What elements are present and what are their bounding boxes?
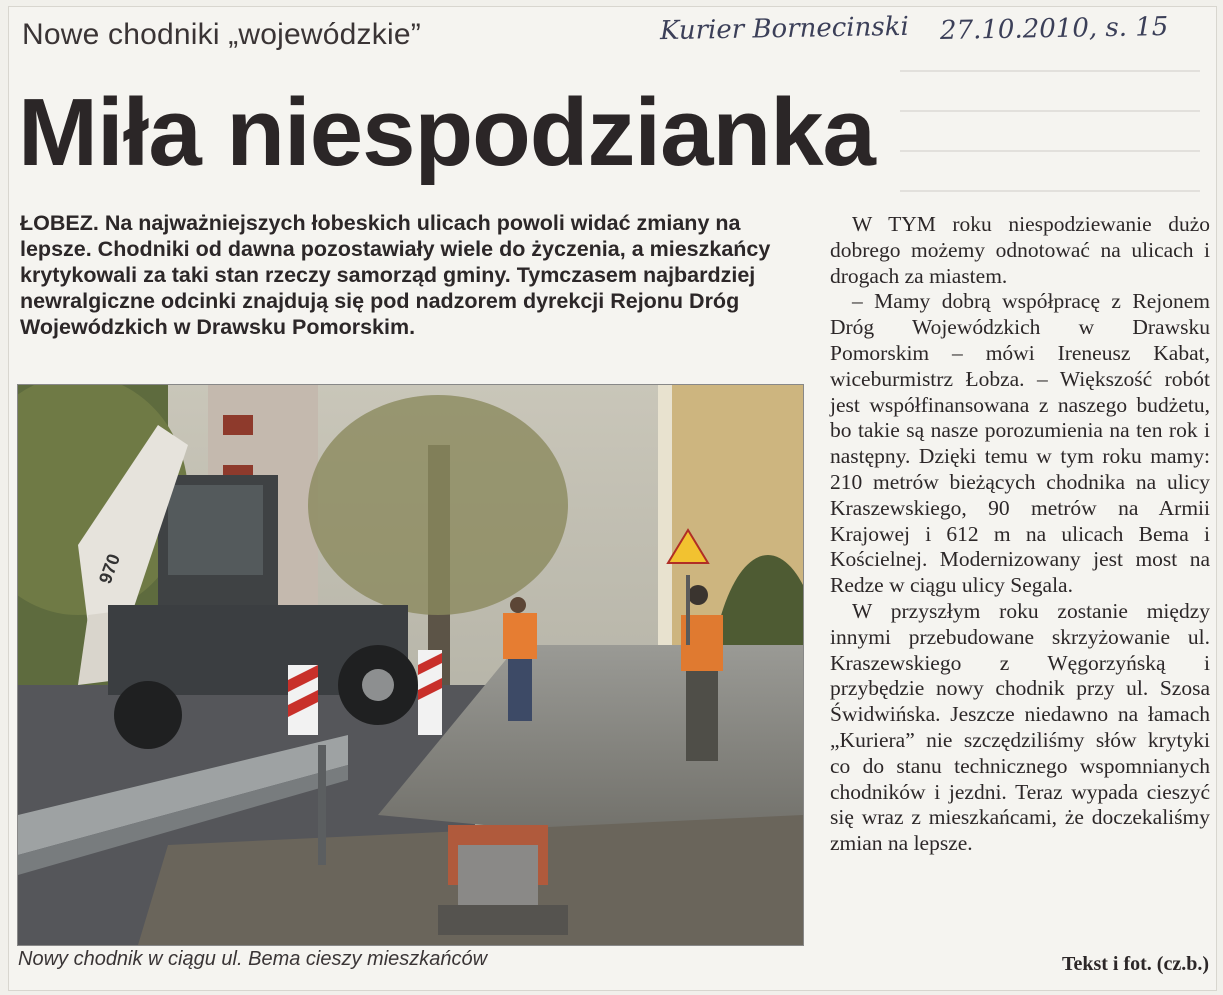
bleed-through-line	[900, 70, 1200, 72]
body-paragraph: – Mamy dobrą współpracę z Rejonem Dróg Wojewódzkich w Drawsku Pomorskim – mówi Ireneusz Kabat, wiceburmistrz Łobza. – Większość robót jest współfinansowana z naszego budżetu, bo takie są nasze porozumienia na ten rok i następny. Dzięki temu w tym roku mamy: 210 metrów bieżących chodnika na ulicy Kraszewskiego, 90 metrów na Armii Krajowej i 612 m na ulicach Bema i Kościelnej. Modernizowany jest most na Redze w ciągu ulicy Segala.	[830, 289, 1210, 598]
article-body	[830, 212, 1210, 857]
lead-dateline: ŁOBEZ.	[20, 211, 99, 235]
handwritten-source-note: Kurier Bornecinski	[659, 11, 910, 47]
backhoe-model-number: 970	[94, 551, 125, 587]
bleed-through-line	[900, 190, 1200, 192]
article-photo	[17, 384, 804, 946]
article-byline: Tekst i fot. (cz.b.)	[1061, 953, 1209, 975]
article-headline: Miła niespodzianka	[18, 79, 875, 186]
bleed-through-line	[900, 150, 1200, 152]
handwritten-date-note: 27.10.2010, s. 15	[939, 12, 1169, 46]
article-lead	[20, 210, 790, 340]
bleed-through-line	[900, 110, 1200, 112]
body-paragraph: W przyszłym roku zostanie między innymi przebudowane skrzyżowanie ul. Kraszewskiego z Węgorzyńską i przybędzie nowy chodnik przy ul. Szosa Świdwińska. Jeszcze niedawno na łamach „Kuriera” nie szczędziliśmy słów krytyki co do stanu technicznego wspomnianych chodników i jezdni. Teraz wypada cieszyć się wraz z mieszkańcami, że doczekaliśmy zmian na lepsze.	[830, 598, 1210, 856]
body-paragraph: W TYM roku niespodziewanie dużo dobrego możemy odnotować na ulicach i drogach za miastem.	[830, 212, 1210, 288]
photo-caption: Nowy chodnik w ciągu ul. Bema cieszy mieszkańców	[18, 948, 488, 970]
roadworks-photo-illustration	[18, 385, 803, 945]
lead-text: Na najważniejszych łobeskich ulicach powoli widać zmiany na lepsze. Chodniki od dawna pozostawiały wiele do życzenia, a mieszkańcy krytykowali za taki stan rzeczy samorząd gminy. Tymczasem najbardziej newralgiczne odcinki znajdują się pod nadzorem dyrekcji Rejonu Dróg Wojewódzkich w Drawsku Pomorskim.	[20, 211, 771, 339]
article-kicker: Nowe chodniki „wojewódzkie”	[22, 18, 421, 51]
